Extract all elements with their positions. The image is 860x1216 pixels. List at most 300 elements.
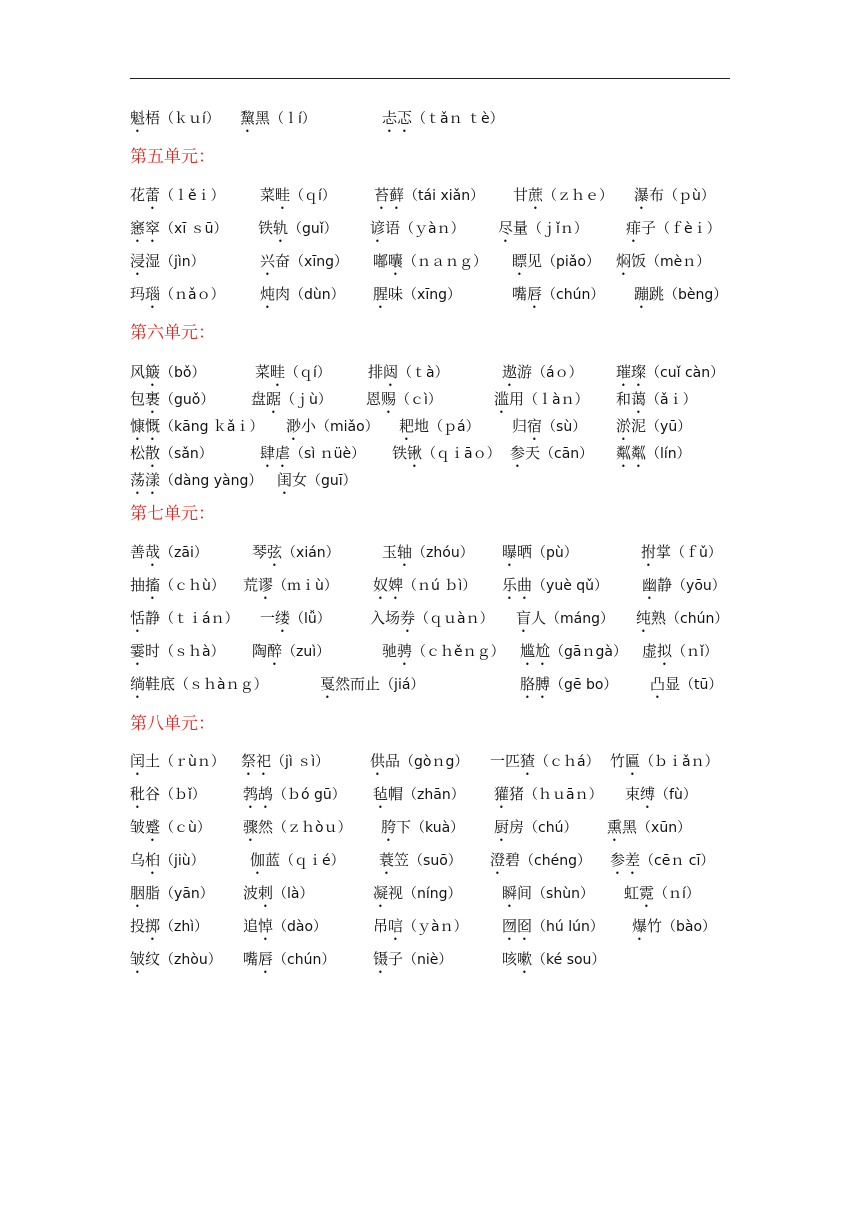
vocab-entry [130,850,205,878]
vocab-entry [373,575,476,603]
vocab-entry [642,575,726,603]
vocab-entry [130,784,206,812]
vocab-pinyin: （ｓｈàｎｇ） [175,677,268,693]
vocab-entry [250,850,345,878]
vocab-word: 魁梧 [130,109,161,127]
vocab-entry [277,470,357,498]
vocab-pinyin: （pù） [532,545,578,561]
vocab-pinyin: （guǐ） [288,221,338,237]
vocab-pinyin: （ｙàｎ） [400,221,465,237]
vocab-entry [130,389,214,417]
vocab-entry [373,916,468,944]
vocab-pinyin: （sù） [542,419,587,435]
vocab-pinyin: （yān） [160,886,214,902]
vocab-pinyin: （lǚ） [290,611,331,627]
vocab-word: 爆竹 [632,917,663,935]
vocab-entry [366,389,442,417]
vocab-entry [260,284,345,312]
vocab-entry [240,108,316,136]
vocab-entry [370,608,494,636]
vocab-word: 嘟囔 [373,252,404,270]
vocab-row [0,916,860,942]
vocab-word: 戛然而止 [320,675,381,693]
vocab-entry [373,251,487,279]
vocab-pinyin: （hú lún） [532,919,604,935]
vocab-pinyin: （guī） [307,473,357,489]
vocab-word: 遨游 [502,363,533,381]
vocab-entry [373,284,461,312]
vocab-entry [616,389,697,417]
vocab-word: 甘蔗 [513,186,544,204]
vocab-word: 追悼 [243,917,274,935]
vocab-row [0,784,860,810]
vocab-word: 菜畦 [260,186,291,204]
vocab-entry [260,608,331,636]
vocab-pinyin: （cān） [540,446,594,462]
vocab-pinyin: （xīng） [290,254,348,270]
vocab-row [0,641,860,667]
vocab-entry [625,784,697,812]
vocab-pinyin: （ｎǎｏ） [160,287,225,303]
vocab-word: 瞟见 [512,252,543,270]
vocab-word: 松散 [130,444,161,462]
vocab-pinyin: （zhì） [160,919,209,935]
vocab-word: 菜畦 [255,363,286,381]
vocab-word: 胭脂 [130,884,161,902]
vocab-entry [373,883,462,911]
vocab-word: 忐忑 [382,109,413,127]
vocab-entry [634,185,715,213]
vocab-pinyin: （chún） [273,952,336,968]
vocab-entry [374,185,484,213]
vocab-entry [260,443,365,471]
vocab-entry [130,108,220,136]
vocab-word: 嘴唇 [512,285,543,303]
vocab-row [0,416,860,442]
vocab-word: 胯下 [381,818,412,836]
vocab-word: 獾猪 [494,785,525,803]
vocab-row [0,251,860,277]
vocab-entry [502,916,604,944]
vocab-pinyin: （sǎn） [160,446,213,462]
unit-heading: 第五单元： [130,147,215,167]
vocab-pinyin: （chú） [524,820,578,836]
vocab-row [0,608,860,634]
vocab-word: 排闼 [368,363,399,381]
vocab-word: 瀑布 [634,186,665,204]
vocab-entry [260,185,336,213]
vocab-word: 乐曲 [502,576,533,594]
vocab-word: 皱纹 [130,950,161,968]
vocab-pinyin: （ｔｉáｎ） [160,611,239,627]
vocab-pinyin: （zhān） [403,787,465,803]
vocab-pinyin: （niè） [403,952,453,968]
vocab-entry [368,362,449,390]
vocab-entry [634,284,727,312]
vocab-pinyin: （cēｎ cī） [640,853,715,869]
vocab-pinyin: （ｊù） [281,392,332,408]
vocab-pinyin: （jiù） [160,853,205,869]
vocab-entry [624,883,700,911]
vocab-entry [641,542,722,570]
vocab-pinyin: （ǎｉ） [646,392,697,408]
vocab-pinyin: （jiá） [380,677,425,693]
vocab-word: 焖饭 [616,252,647,270]
vocab-entry [258,218,338,246]
vocab-pinyin: （ｑｉāｏ） [422,446,501,462]
vocab-pinyin: （mèｎ） [646,254,711,270]
vocab-word: 璀璨 [616,363,647,381]
vocab-pinyin: （ｆèｉ） [656,221,721,237]
vocab-word: 束缚 [625,785,656,803]
vocab-entry [494,389,589,417]
vocab-word: 蹦跳 [634,285,665,303]
vocab-word: 肆虐 [260,444,291,462]
vocab-pinyin: （ｊǐｎ） [528,221,588,237]
vocab-entry [130,284,225,312]
vocab-entry [320,674,424,702]
vocab-pinyin: （yōu） [672,578,726,594]
vocab-entry [130,817,211,845]
vocab-row [0,850,860,876]
vocab-entry [490,751,600,779]
vocab-pinyin: （máng） [546,611,615,627]
vocab-entry [370,218,465,246]
vocab-pinyin: （là） [273,886,314,902]
vocab-pinyin: （ｌí） [270,111,316,127]
vocab-pinyin: （zhòu） [160,952,222,968]
vocab-pinyin: （ｚｈòｕ） [273,820,352,836]
vocab-word: 兴奋 [260,252,291,270]
vocab-pinyin: （guǒ） [160,392,215,408]
vocab-pinyin: （xī ｓū） [160,221,228,237]
vocab-word: 拊掌 [641,543,672,561]
vocab-word: 苔藓 [374,186,405,204]
vocab-entry [610,850,714,878]
unit-heading: 第七单元： [130,504,215,524]
vocab-entry [494,817,577,845]
vocab-word: 驰骋 [382,642,413,660]
vocab-word: 幽静 [642,576,673,594]
vocab-pinyin: （yuè qǔ） [532,578,609,594]
vocab-word: 咳嗽 [502,950,533,968]
vocab-word: 花蕾 [130,186,161,204]
vocab-entry [502,949,605,977]
vocab-entry [241,751,329,779]
vocab-word: 秕谷 [130,785,161,803]
vocab-word: 吊唁 [373,917,404,935]
vocab-word: 澄碧 [490,851,521,869]
vocab-word: 荒谬 [243,576,274,594]
vocab-entry [636,608,728,636]
vocab-pinyin: （ｃｈù） [160,578,225,594]
vocab-entry [494,784,603,812]
vocab-entry [286,416,379,444]
vocab-pinyin: （ｂó gū） [273,787,346,803]
vocab-word: 窸窣 [130,219,161,237]
vocab-word: 瞬间 [502,884,533,902]
vocab-pinyin: （ｎí） [654,886,700,902]
vocab-entry [379,850,462,878]
vocab-word: 恩赐 [366,390,397,408]
vocab-entry [252,542,340,570]
vocab-word: 乌桕 [130,851,161,869]
vocab-pinyin: （níng） [403,886,462,902]
vocab-word: 嘴唇 [243,950,274,968]
unit-heading: 第六单元： [130,323,215,343]
vocab-entry [243,575,338,603]
vocab-word: 恬静 [130,609,161,627]
vocab-word: 铁锹 [392,444,423,462]
vocab-row [0,218,860,244]
vocab-word: 厨房 [494,818,525,836]
vocab-entry [130,218,228,246]
vocab-pinyin: （piǎo） [542,254,600,270]
vocab-row [0,470,860,496]
vocab-pinyin: （kuà） [411,820,465,836]
vocab-word: 荡漾 [130,471,161,489]
vocab-entry [607,817,691,845]
vocab-pinyin: （ｌàｎ） [524,392,589,408]
vocab-entry [650,674,722,702]
vocab-entry [373,784,465,812]
vocab-word: 慷慨 [130,417,161,435]
vocab-entry [626,218,721,246]
vocab-entry [251,389,332,417]
vocab-entry [382,641,505,669]
vocab-pinyin: （ｋｕí） [160,111,220,127]
vocab-pinyin: （xūn） [637,820,692,836]
vocab-pinyin: （gòｎg） [400,754,469,770]
vocab-word: 一缕 [260,609,291,627]
vocab-pinyin: （lín） [646,446,691,462]
vocab-word: 风簸 [130,363,161,381]
vocab-entry [510,443,593,471]
vocab-pinyin: （ｎú ｂì） [403,578,477,594]
vocab-entry [616,416,691,444]
vocab-pinyin: （ｈｕāｎ） [524,787,603,803]
vocab-word: 囫囵 [502,917,533,935]
vocab-word: 霎时 [130,642,161,660]
vocab-word: 尽量 [498,219,529,237]
vocab-pinyin: （ｎａｎｇ） [403,254,488,270]
vocab-pinyin: （ｓｈà） [160,644,225,660]
vocab-pinyin: （ｃｈá） [535,754,600,770]
vocab-entry [520,641,627,669]
unit-heading: 第八单元： [130,714,215,734]
vocab-word: 琴弦 [252,543,283,561]
vocab-entry [498,218,588,246]
vocab-entry [243,784,346,812]
vocab-entry [632,916,716,944]
vocab-entry [130,470,262,498]
vocab-word: 参天 [510,444,541,462]
vocab-entry [502,575,608,603]
vocab-pinyin: （ｌěｉ） [160,188,225,204]
vocab-word: 腥味 [373,285,404,303]
vocab-entry [252,641,330,669]
vocab-entry [373,949,452,977]
vocab-pinyin: （jìn） [160,254,205,270]
vocab-word: 谚语 [370,219,401,237]
vocab-pinyin: （bèng） [664,287,728,303]
vocab-entry [516,608,614,636]
vocab-word: 胳膊 [520,675,551,693]
vocab-entry [512,284,604,312]
vocab-pinyin: （dàng yàng） [160,473,263,489]
vocab-pinyin: （ｂｉǎｎ） [640,754,719,770]
vocab-pinyin: （chún） [542,287,605,303]
vocab-word: 粼粼 [616,444,647,462]
vocab-entry [381,817,464,845]
vocab-word: 虚拟 [642,642,673,660]
vocab-entry [399,416,480,444]
vocab-entry [610,751,719,779]
vocab-pinyin: （xīng） [403,287,461,303]
vocab-word: 玛瑙 [130,285,161,303]
vocab-pinyin: （tū） [680,677,723,693]
vocab-word: 投掷 [130,917,161,935]
vocab-pinyin: （suō） [409,853,462,869]
vocab-entry [255,362,331,390]
vocab-row [0,542,860,568]
vocab-word: 归宿 [512,417,543,435]
vocab-entry [243,817,352,845]
vocab-pinyin: （sì ｎüè） [290,446,366,462]
vocab-pinyin: （fù） [655,787,697,803]
vocab-entry [502,362,583,390]
vocab-pinyin: （chéng） [520,853,591,869]
vocab-entry [392,443,501,471]
vocab-word: 伽蓝 [250,851,281,869]
vocab-entry [130,883,214,911]
vocab-pinyin: （ｑí） [285,365,331,381]
vocab-entry [512,416,586,444]
vocab-row [0,751,860,777]
vocab-pinyin: （dào） [273,919,328,935]
vocab-word: 黧黑 [240,109,271,127]
vocab-word: 和蔼 [616,390,647,408]
vocab-word: 皱蹙 [130,818,161,836]
vocab-pinyin: （zāi） [160,545,208,561]
vocab-pinyin: （bǒ） [160,365,206,381]
vocab-entry [130,674,268,702]
vocab-entry [130,916,208,944]
vocab-entry [130,251,205,279]
vocab-word: 波剌 [243,884,274,902]
vocab-entry [130,751,225,779]
vocab-row [0,575,860,601]
vocab-pinyin: （shùn） [532,886,594,902]
vocab-word: 陶醉 [252,642,283,660]
vocab-pinyin: （ｔà） [398,365,449,381]
vocab-entry [616,443,691,471]
vocab-entry [502,542,578,570]
vocab-word: 一匹猹 [490,752,536,770]
vocab-pinyin: （ｂǐ） [160,787,206,803]
vocab-word: 入场券 [370,609,416,627]
vocab-entry [130,608,239,636]
vocab-pinyin: （ｑｉé） [280,853,345,869]
vocab-entry [513,185,613,213]
vocab-entry [130,949,222,977]
vocab-word: 痱子 [626,219,657,237]
vocab-entry [382,108,504,136]
vocab-pinyin: （ｐù） [664,188,715,204]
vocab-word: 奴婢 [373,576,404,594]
vocab-word: 善哉 [130,543,161,561]
vocab-row [0,674,860,700]
vocab-word: 浸湿 [130,252,161,270]
vocab-pinyin: （ｆǔ） [671,545,722,561]
vocab-pinyin: （ｑí） [290,188,336,204]
vocab-word: 纯熟 [636,609,667,627]
vocab-entry [370,751,468,779]
vocab-word: 盲人 [516,609,547,627]
vocab-word: 供品 [370,752,401,770]
vocab-pinyin: （ｐá） [429,419,480,435]
vocab-word: 凝视 [373,884,404,902]
vocab-word: 鹁鸪 [243,785,274,803]
vocab-word: 铁轨 [258,219,289,237]
vocab-pinyin: （cuǐ càn） [646,365,725,381]
vocab-word: 盘踞 [251,390,282,408]
vocab-row [0,443,860,469]
vocab-pinyin: （dùn） [290,287,345,303]
vocab-pinyin: （gāｎgà） [550,644,627,660]
vocab-pinyin: （chún） [666,611,729,627]
vocab-word: 镊子 [373,950,404,968]
vocab-entry [642,641,718,669]
vocab-entry [616,362,724,390]
vocab-entry [243,883,314,911]
vocab-row [0,817,860,843]
vocab-pinyin: （zuì） [282,644,331,660]
vocab-pinyin: （ｃì） [396,392,442,408]
vocab-pinyin: （gē bo） [550,677,618,693]
vocab-entry [130,362,205,390]
vocab-word: 包裹 [130,390,161,408]
vocab-row [0,883,860,909]
vocab-word: 尴尬 [520,642,551,660]
vocab-word: 绱鞋底 [130,675,176,693]
vocab-entry [130,542,208,570]
vocab-pinyin: （bào） [662,919,717,935]
vocab-row [0,949,860,975]
vocab-pinyin: （ｎǐ） [672,644,718,660]
vocab-entry [130,641,225,669]
vocab-pinyin: （ｔǎｎ ｔè） [412,111,504,127]
vocab-row [0,185,860,211]
vocab-entry [130,416,264,444]
vocab-word: 祭祀 [241,752,272,770]
vocab-entry [512,251,600,279]
vocab-pinyin: （ｃù） [160,820,211,836]
vocab-entry [616,251,710,279]
vocab-pinyin: （ｃｈěｎｇ） [412,644,505,660]
vocab-entry [520,674,617,702]
vocab-word: 淤泥 [616,417,647,435]
vocab-pinyin: （ké sou） [532,952,606,968]
vocab-word: 熏黑 [607,818,638,836]
vocab-row [0,362,860,388]
vocab-word: 参差 [610,851,641,869]
vocab-pinyin: （kāng ｋǎｉ） [160,419,264,435]
vocab-word: 玉轴 [382,543,413,561]
vocab-pinyin: （áｏ） [532,365,583,381]
vocab-word: 竹匾 [610,752,641,770]
vocab-pinyin: （tái xiǎn） [404,188,485,204]
